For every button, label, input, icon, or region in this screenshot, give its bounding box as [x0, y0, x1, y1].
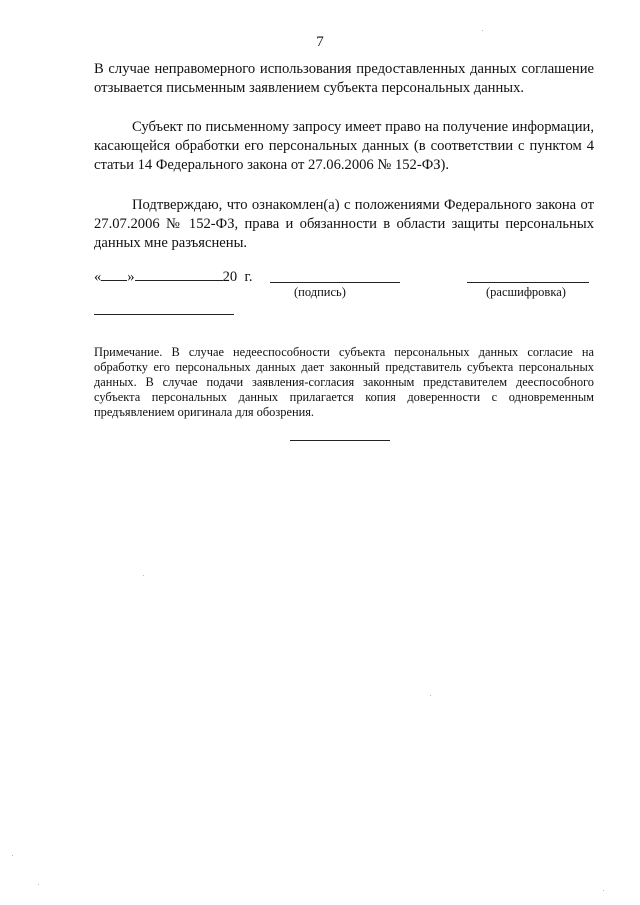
signature-row: [94, 266, 594, 306]
year-suffix: г.: [244, 269, 253, 285]
date-field: [94, 266, 252, 286]
scan-speck: [12, 855, 13, 856]
signature-line: [270, 282, 400, 283]
page-number: 7: [316, 34, 324, 50]
scan-speck: [143, 575, 144, 576]
decoding-label: (расшифровка): [486, 285, 566, 299]
scan-speck: [482, 30, 483, 31]
paragraph-confirmation: [94, 196, 594, 253]
month-blank: [135, 266, 223, 281]
paragraph-subject-rights: [94, 118, 594, 175]
decoding-line: [467, 282, 589, 283]
paragraph-revocation: [94, 60, 594, 98]
paragraph-text: В случае неправомерного использования предоставленных данных соглашение отзывается письменным заявлением субъекта персональных данных.: [94, 61, 594, 96]
close-quote: »: [127, 269, 135, 285]
note-text: Примечание. В случае недееспособности субъекта персональных данных согласие на обработку его персональных данных дает законный представитель субъекта персональных данных. В случае подачи заявления-согласия законным представителем дееспособного субъекта персональных данных прилагается копия доверенности с одновременным предъявлением оригинала для обозрения.: [94, 345, 594, 419]
paragraph-text: Субъект по письменному запросу имеет право на получение информации, касающейся обработки его персональных данных (в соответствии с пунктом 4 статьи 14 Федерального закона от 27.06.2006 № 152-ФЗ).: [94, 119, 594, 173]
open-quote: «: [94, 269, 102, 285]
scan-speck: [603, 890, 604, 891]
year-prefix: 20: [222, 269, 238, 285]
day-blank: [101, 266, 127, 281]
signature-label: (подпись): [294, 285, 346, 299]
scan-speck: [430, 695, 431, 696]
end-divider: [290, 440, 390, 441]
extra-blank-line: [94, 314, 234, 315]
scan-speck: [38, 884, 39, 885]
paragraph-text: Подтверждаю, что ознакомлен(а) с положениями Федерального закона от 27.07.2006 № 152-ФЗ, права и обязанности в области защиты персональных данных мне разъяснены.: [94, 197, 594, 251]
